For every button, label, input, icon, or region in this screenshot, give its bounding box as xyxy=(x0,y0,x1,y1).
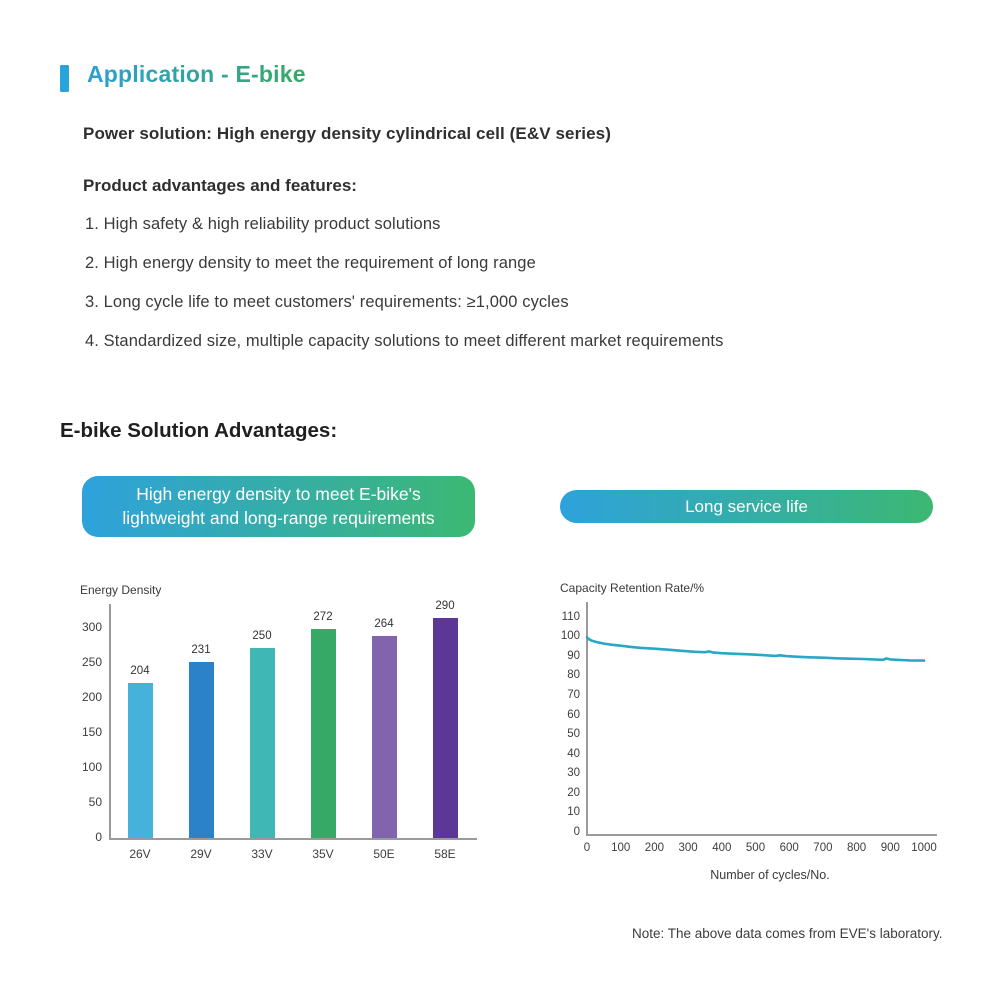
bar-category-label-58E: 58E xyxy=(434,847,456,861)
bar-chart-title: Energy Density xyxy=(80,583,162,597)
bar-33V xyxy=(250,648,275,838)
capacity-retention-line-chart xyxy=(550,580,970,895)
retention-line-svg xyxy=(550,580,970,895)
advantage-badge-energy-density xyxy=(82,476,475,537)
line-y-tick-30: 30 xyxy=(567,767,580,780)
line-x-tick-600: 600 xyxy=(779,842,799,854)
badge-line-1: High energy density to meet E-bike's xyxy=(136,484,421,505)
feature-item-2: 2. High energy density to meet the requirement of long range xyxy=(85,254,536,272)
line-y-tick-110: 110 xyxy=(561,610,580,623)
line-y-tick-90: 90 xyxy=(567,649,580,662)
bar-value-label-26V: 204 xyxy=(130,665,150,678)
line-y-tick-100: 100 xyxy=(560,630,580,643)
bar-y-tick-100: 100 xyxy=(81,760,102,774)
line-x-tick-300: 300 xyxy=(678,842,698,854)
line-y-tick-60: 60 xyxy=(567,708,580,721)
line-x-tick-800: 800 xyxy=(847,842,867,854)
section-heading: E-bike Solution Advantages: xyxy=(60,419,338,442)
line-y-tick-70: 70 xyxy=(567,689,580,701)
line-y-tick-0: 0 xyxy=(573,826,580,838)
bar-y-tick-0: 0 xyxy=(95,830,102,844)
line-y-tick-10: 10 xyxy=(567,806,580,819)
badge-label: Long service life xyxy=(685,496,808,516)
bar-y-tick-150: 150 xyxy=(81,725,102,739)
line-x-tick-200: 200 xyxy=(644,842,664,854)
bar-value-label-35V: 272 xyxy=(313,610,333,623)
line-x-tick-0: 0 xyxy=(583,842,591,854)
bar-chart-x-axis xyxy=(109,838,477,840)
bar-value-label-58E: 290 xyxy=(435,599,455,612)
line-x-tick-1000: 1000 xyxy=(911,842,937,854)
bar-category-label-35V: 35V xyxy=(312,847,334,861)
feature-item-4: 4. Standardized size, multiple capacity solutions to meet different market requirements xyxy=(85,332,724,350)
bar-category-label-33V: 33V xyxy=(251,847,273,861)
bar-26V xyxy=(128,683,153,838)
energy-density-bar-chart xyxy=(60,580,490,880)
advantage-badge-service-life xyxy=(560,490,933,523)
line-chart-x-axis-label: Number of cycles/No. xyxy=(710,868,830,882)
feature-item-3: 3. Long cycle life to meet customers' requirements: ≥1,000 cycles xyxy=(85,293,569,311)
bar-35V xyxy=(311,629,336,838)
line-x-tick-100: 100 xyxy=(611,842,631,854)
line-x-tick-400: 400 xyxy=(712,842,732,854)
line-y-tick-40: 40 xyxy=(567,747,580,760)
line-x-tick-500: 500 xyxy=(745,842,766,854)
bar-value-label-50E: 264 xyxy=(374,617,394,630)
note-text: Note: The above data comes from EVE's laboratory. xyxy=(632,926,943,941)
bar-y-tick-50: 50 xyxy=(88,795,102,809)
bar-y-tick-300: 300 xyxy=(81,620,102,634)
page-title: Application - E-bike xyxy=(87,61,306,87)
bar-value-label-33V: 250 xyxy=(252,630,272,643)
bar-29V xyxy=(189,662,214,838)
bar-chart-y-axis xyxy=(109,604,111,838)
bar-category-label-50E: 50E xyxy=(373,847,395,861)
line-y-tick-20: 20 xyxy=(567,786,580,799)
line-chart-title: Capacity Retention Rate/% xyxy=(560,581,705,595)
power-solution-text: Power solution: High energy density cylindrical cell (E&V series) xyxy=(83,124,611,143)
features-heading: Product advantages and features: xyxy=(83,176,357,195)
title-accent-bar xyxy=(60,65,69,92)
line-y-tick-50: 50 xyxy=(567,728,580,741)
bar-category-label-29V: 29V xyxy=(190,847,212,861)
feature-item-1: 1. High safety & high reliability product solutions xyxy=(85,215,441,233)
badge-line-2: lightweight and long-range requirements xyxy=(122,507,435,528)
capacity-retention-line xyxy=(587,637,924,660)
bar-y-tick-200: 200 xyxy=(81,690,102,704)
bar-y-tick-250: 250 xyxy=(81,655,102,669)
line-x-tick-700: 700 xyxy=(813,842,833,854)
bar-58E xyxy=(433,618,458,839)
bar-value-label-29V: 231 xyxy=(191,644,211,657)
line-x-tick-900: 900 xyxy=(880,842,900,854)
bar-50E xyxy=(372,636,397,838)
bar-category-label-26V: 26V xyxy=(129,847,151,861)
line-y-tick-80: 80 xyxy=(567,669,580,682)
